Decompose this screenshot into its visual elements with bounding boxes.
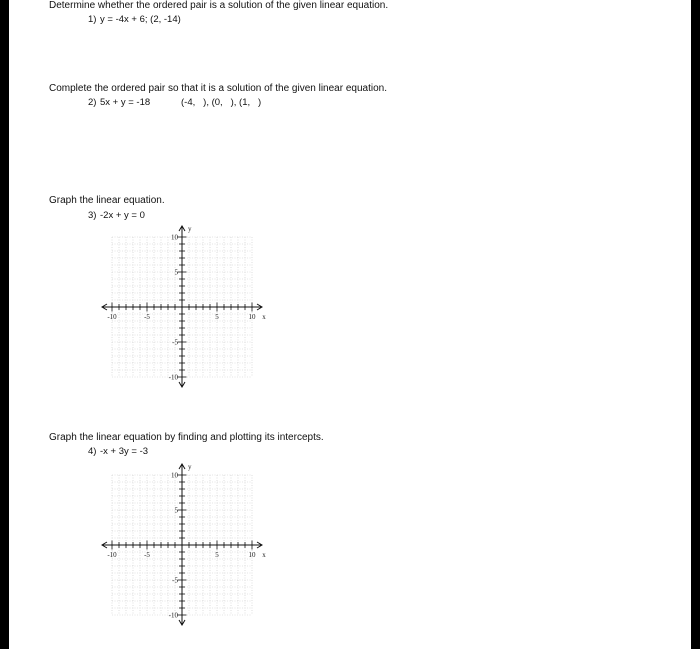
axis-labels	[107, 225, 266, 382]
x-tick-label: -10	[107, 313, 117, 321]
instruction-4: Graph the linear equation by finding and plotting its intercepts.	[49, 432, 324, 443]
coordinate-grid-4[interactable]	[94, 460, 279, 625]
x-tick-label: 5	[215, 313, 219, 321]
y-tick-label: -5	[172, 576, 178, 585]
x-tick-label: -5	[144, 551, 150, 559]
y-tick-label: 5	[174, 506, 178, 515]
problem-1-text: y = -4x + 6; (2, -14)	[100, 14, 181, 25]
y-axis-label: y	[188, 463, 192, 471]
y-tick-label: -5	[172, 338, 178, 347]
problem-1-number: 1)	[88, 14, 97, 25]
problem-3-text: -2x + y = 0	[100, 210, 145, 221]
instruction-3: Graph the linear equation.	[49, 195, 165, 206]
y-axis-label: y	[188, 225, 192, 233]
x-tick-label: 10	[248, 551, 256, 559]
y-tick-label: -10	[168, 373, 178, 382]
instruction-1: Determine whether the ordered pair is a solution of the given linear equation.	[49, 0, 389, 11]
x-tick-label: -10	[107, 551, 117, 559]
y-tick-label: 5	[174, 268, 178, 277]
problem-2-number: 2)	[88, 97, 97, 108]
x-tick-label: -5	[144, 313, 150, 321]
problem-4-number: 4)	[88, 446, 97, 457]
problem-2-equation: 5x + y = -18	[100, 97, 151, 108]
left-border	[0, 0, 9, 649]
x-tick-label: 5	[215, 551, 219, 559]
instruction-2: Complete the ordered pair so that it is a solution of the given linear equation.	[49, 83, 387, 94]
x-axis-label: x	[262, 313, 266, 321]
y-tick-label: -10	[168, 611, 178, 620]
x-tick-label: 10	[248, 313, 256, 321]
problem-4-text: -x + 3y = -3	[100, 446, 149, 457]
problem-3-number: 3)	[88, 210, 97, 221]
x-axis-label: x	[262, 551, 266, 559]
problem-2-pairs: (-4, ), (0, ), (1, )	[181, 97, 262, 108]
right-border	[691, 0, 700, 649]
coordinate-grid-3[interactable]	[94, 222, 279, 387]
y-tick-label: 10	[171, 471, 178, 480]
axis-labels	[107, 463, 266, 620]
y-tick-label: 10	[171, 233, 178, 242]
